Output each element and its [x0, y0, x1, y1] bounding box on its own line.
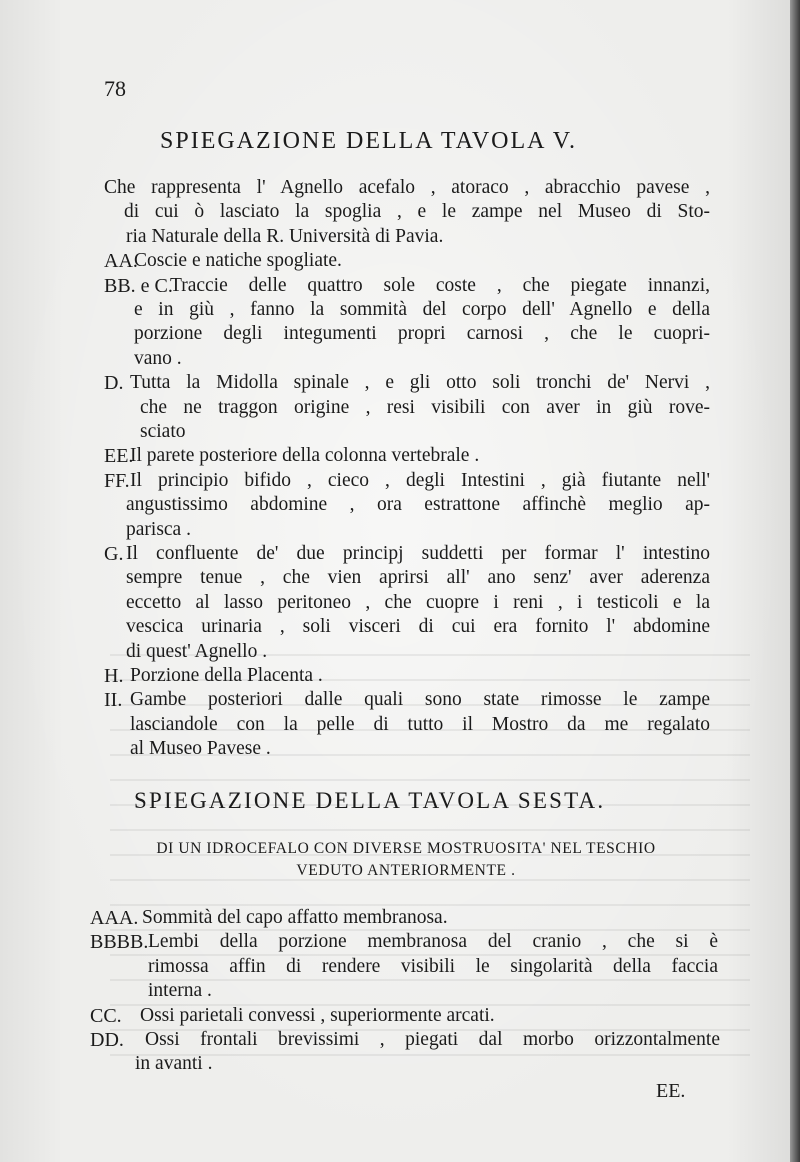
entry-mark: BB. e C. [104, 274, 173, 297]
catchword: EE. [656, 1080, 686, 1102]
entry-text-line: vescica urinaria , soli visceri di cui era fornito l' abdomine [126, 616, 710, 638]
entry-text-line: sciato [140, 421, 186, 442]
entry-text-line: lasciandole con la pelle di tutto il Mostro da me regalato [130, 713, 710, 735]
entry-mark: EE. [104, 445, 134, 468]
entry-text-line: vano . [134, 347, 182, 369]
entry-text-line: rimossa affin di rendere visibili le singolarità della faccia [148, 955, 718, 977]
entry-text-line: interna . [148, 980, 212, 1002]
subheading-tavola-sesta [106, 838, 706, 882]
entry-mark: H. [104, 665, 124, 687]
entry-text-line: Coscie e natiche spogliate. [134, 250, 342, 272]
entry-mark: II. [104, 689, 123, 712]
entry-text-line: eccetto al lasso peritoneo , che cuopre i reni , i testicoli e la [126, 591, 710, 613]
entry-mark: D. [104, 372, 124, 395]
entry-text-line: e in giù , fanno la sommità del corpo dell' Agnello e della [134, 299, 710, 320]
entry-text-line: parisca . [126, 518, 191, 540]
entry-text-line: in avanti . [135, 1053, 213, 1075]
entry-text-line: angustissimo abdomine , ora estrattone affinchè meglio ap- [126, 494, 710, 516]
page-number: 78 [104, 76, 126, 101]
entry-mark: CC. [90, 1004, 122, 1027]
entry-text-line: Traccie delle quattro sole coste , che piegate innanzi, [170, 274, 710, 296]
entry-text-line: Gambe posteriori dalle quali sono state rimosse le zampe [130, 689, 710, 711]
entry-mark: FF. [104, 469, 130, 492]
entry-mark: AA. [104, 250, 138, 273]
entry-text-line: Ossi parietali convessi , superiormente arcati. [140, 1004, 495, 1026]
page-edge-shadow [790, 0, 800, 1162]
entry-text-line: sempre tenue , che vien aprirsi all' ano senz' aver aderenza [126, 567, 710, 589]
heading-tavola-v: SPIEGAZIONE DELLA TAVOLA V. [160, 128, 577, 154]
entry-text-line: Il confluente de' due principj suddetti per formar l' intestino [126, 543, 710, 564]
entry-text-line: Il principio bifido , cieco , degli Intestini , già fiutante nell' [130, 469, 710, 491]
entry-text-line: che ne traggon origine , resi visibili con aver in giù rove- [140, 396, 710, 418]
entry-text-line: Ossi frontali brevissimi , piegati dal morbo orizzontalmente [145, 1029, 720, 1050]
entry-text-line: porzione degli integumenti propri carnosi , che le cuopri- [134, 323, 710, 345]
heading-tavola-sesta: SPIEGAZIONE DELLA TAVOLA SESTA. [134, 788, 606, 813]
entry-text-line: Sommità del capo affatto membranosa. [142, 907, 448, 928]
entry-mark: G. [104, 543, 124, 565]
entry-text-line: di quest' Agnello . [126, 640, 268, 662]
entry-text-line: Il parete posteriore della colonna vertebrale . [130, 445, 480, 467]
entry-text-line: Porzione della Placenta . [130, 665, 323, 686]
entry-text-line: di cui ò lasciato la spoglia , e le zampe nel Museo di Sto- [124, 201, 710, 223]
entry-text-line: ria Naturale della R. Università di Pavia. [126, 225, 444, 247]
entry-text-line: Lembi della porzione membranosa del cranio , che si è [148, 931, 718, 953]
entry-mark: DD. [90, 1029, 124, 1051]
entry-text-line: Tutta la Midolla spinale , e gli otto soli tronchi de' Nervi , [130, 372, 710, 394]
entry-mark: AAA. [90, 907, 139, 929]
entry-mark: BBBB. [90, 931, 149, 954]
entry-text-line: Che rappresenta l' Agnello acefalo , atoraco , abracchio pavese , [104, 177, 710, 198]
entry-text-line: al Museo Pavese . [130, 738, 271, 760]
subheading-line-2: VEDUTO ANTERIORMENTE . [296, 862, 516, 879]
subheading-line-1: DI UN IDROCEFALO CON DIVERSE MOSTRUOSITA' NEL TESCHIO [156, 840, 656, 857]
